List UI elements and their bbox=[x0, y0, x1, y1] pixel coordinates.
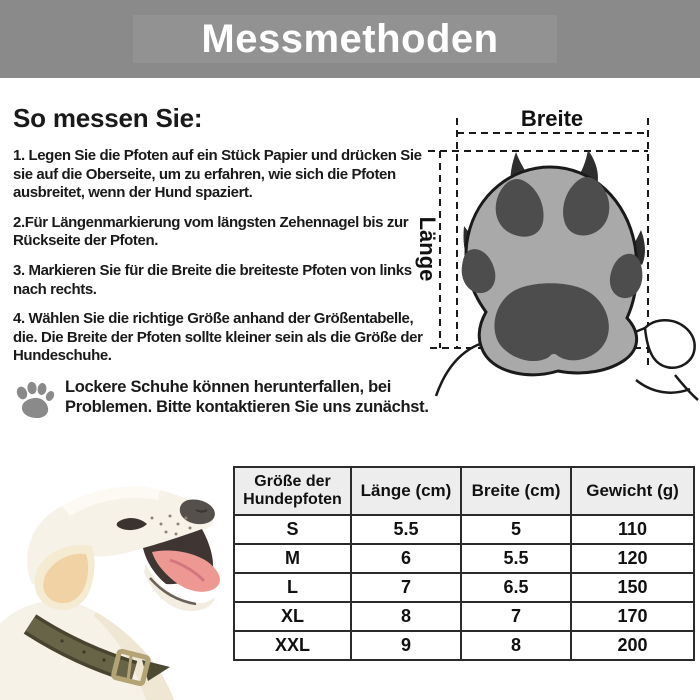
col-header-length: Länge (cm) bbox=[351, 467, 461, 515]
table-row bbox=[234, 544, 694, 573]
length-dimension-label: Länge bbox=[415, 216, 440, 282]
paw-central-pad bbox=[494, 283, 608, 361]
dog-photo bbox=[0, 460, 232, 700]
cell-length: 7 bbox=[351, 573, 461, 602]
cell-weight: 110 bbox=[571, 515, 694, 544]
cell-length: 5.5 bbox=[351, 515, 461, 544]
warning-note-text: Lockere Schuhe können herunterfallen, bei Problemen. Bitte kontaktieren Sie uns zunächst. bbox=[65, 377, 429, 417]
col-header-size: Größe der Hundepfoten bbox=[234, 467, 351, 515]
cell-size: S bbox=[234, 515, 351, 544]
col-header-weight: Gewicht (g) bbox=[571, 467, 694, 515]
cell-size: L bbox=[234, 573, 351, 602]
cell-weight: 120 bbox=[571, 544, 694, 573]
header-bar bbox=[0, 0, 700, 78]
paw-icon bbox=[13, 380, 55, 420]
page-title: Messmethoden bbox=[201, 17, 499, 61]
table-row bbox=[234, 573, 694, 602]
table-row bbox=[234, 631, 694, 660]
cell-weight: 170 bbox=[571, 602, 694, 631]
col-header-width: Breite (cm) bbox=[461, 467, 571, 515]
cell-length: 8 bbox=[351, 602, 461, 631]
cell-size: XL bbox=[234, 602, 351, 631]
step-2: 2.Für Längenmarkierung vom längsten Zehennagel bis zur Rückseite der Pfoten. bbox=[13, 213, 409, 250]
cell-size: XXL bbox=[234, 631, 351, 660]
table-header-row bbox=[234, 467, 694, 515]
width-dimension-label: Breite bbox=[520, 106, 584, 131]
instructions-section bbox=[13, 103, 434, 420]
size-table bbox=[233, 466, 695, 661]
cell-weight: 150 bbox=[571, 573, 694, 602]
cell-length: 6 bbox=[351, 544, 461, 573]
cell-width: 5 bbox=[461, 515, 571, 544]
table-row bbox=[234, 515, 694, 544]
cell-width: 6.5 bbox=[461, 573, 571, 602]
step-4: 4. Wählen Sie die richtige Größe anhand der Größentabelle, die. Die Breite der Pfoten sollte kleiner sein als die Größe der Hundeschuhe. bbox=[13, 310, 423, 365]
cell-size: M bbox=[234, 544, 351, 573]
warning-note bbox=[13, 377, 434, 420]
step-1: 1. Legen Sie die Pfoten auf ein Stück Papier und drücken Sie sie auf die Oberseite, um zu erfahren, wie sich die Pfoten ausbreitet, wenn der Hund spaziert. bbox=[13, 147, 422, 202]
cell-width: 8 bbox=[461, 631, 571, 660]
cell-length: 9 bbox=[351, 631, 461, 660]
cell-width: 7 bbox=[461, 602, 571, 631]
instructions-heading: So messen Sie: bbox=[13, 103, 203, 133]
step-3: 3. Markieren Sie für die Breite die breiteste Pfoten von links nach rechts. bbox=[13, 261, 412, 298]
cell-width: 5.5 bbox=[461, 544, 571, 573]
table-row bbox=[234, 602, 694, 631]
cell-weight: 200 bbox=[571, 631, 694, 660]
paw-measurement-diagram bbox=[400, 88, 700, 460]
